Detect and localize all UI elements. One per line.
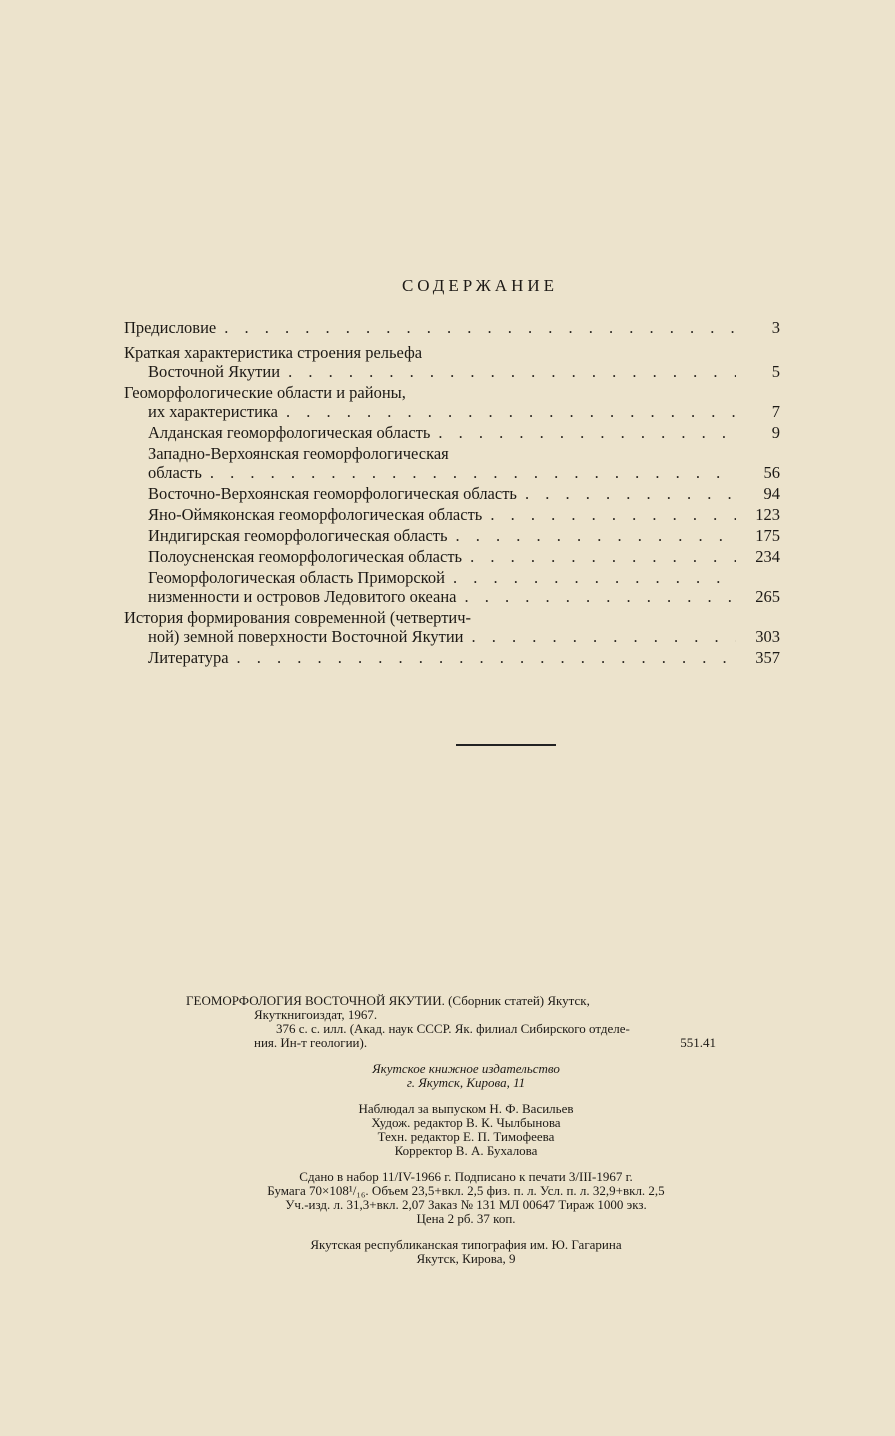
toc-page-number: 7 bbox=[771, 402, 780, 421]
toc-entry-title: Западно-Верхоянская геоморфологическая bbox=[148, 444, 449, 463]
toc-page-number: 94 bbox=[763, 484, 780, 503]
toc-page-number: 9 bbox=[771, 423, 780, 442]
toc-entry bbox=[124, 444, 780, 482]
toc-entry-title: Алданская геоморфологическая область bbox=[148, 423, 431, 442]
toc-entry-title: История формирования современной (четвертич- bbox=[124, 608, 472, 627]
toc-entry-title: Полоусненская геоморфологическая область bbox=[148, 547, 463, 566]
udc-code: 551.41 bbox=[680, 1035, 716, 1050]
toc-entry-title-cont: Восточной Якутии bbox=[148, 362, 281, 381]
toc-entry bbox=[124, 547, 780, 566]
toc-entry-title-cont: низменности и островов Ледовитого океана bbox=[148, 587, 457, 606]
toc-entry-title: Краткая характеристика строения рельефа bbox=[124, 343, 423, 362]
printing-house: Якутская республиканская типография им. Ю. Гагарина Якутск, Кирова, 9 bbox=[310, 1237, 622, 1266]
toc-entry bbox=[124, 608, 780, 646]
imprint-block bbox=[186, 994, 746, 1266]
table-of-contents bbox=[124, 318, 780, 669]
toc-page-number: 175 bbox=[755, 526, 780, 545]
toc-page-number: 123 bbox=[755, 505, 780, 524]
toc-entry-title: Восточно-Верхоянская геоморфологическая область bbox=[148, 484, 517, 503]
toc-entry-title: Геоморфологическая область Приморской bbox=[148, 568, 445, 587]
toc-entry bbox=[124, 648, 780, 667]
imprint-description-cont: ния. Ин-т геологии). 551.41 bbox=[254, 1035, 716, 1050]
toc-entry-title: Индигирская геоморфологическая область bbox=[148, 526, 448, 545]
toc-entry-title-cont: ной) земной поверхности Восточной Якутии bbox=[148, 627, 464, 646]
toc-page-number: 234 bbox=[755, 547, 780, 566]
toc-entry bbox=[124, 423, 780, 442]
imprint-description: 376 с. с. илл. (Акад. наук СССР. Як. филиал Сибирского отделе- bbox=[276, 1021, 630, 1036]
publisher-info: Якутское книжное издательство г. Якутск, Кирова, 11 bbox=[372, 1061, 560, 1090]
toc-entry-title: Геоморфологические области и районы, bbox=[124, 383, 406, 402]
toc-entry bbox=[124, 383, 780, 421]
toc-entry-title: Яно-Оймяконская геоморфологическая область bbox=[148, 505, 483, 524]
toc-entry bbox=[124, 526, 780, 545]
toc-entry bbox=[124, 318, 780, 337]
toc-entry bbox=[124, 484, 780, 503]
toc-entry-title: Предисловие bbox=[124, 318, 217, 337]
toc-entry-title: Литература bbox=[148, 648, 229, 667]
toc-entry-title-cont: их характеристика bbox=[148, 402, 279, 421]
toc-page-number: 357 bbox=[755, 648, 780, 667]
toc-entry bbox=[124, 343, 780, 381]
print-details: Сдано в набор 11/IV-1966 г. Подписано к печати 3/III-1967 г. Бумага 70×108¹/₁₆. Объем 23,5+вкл. 2,5 физ. п. л. Усл. п. л. 32,9+вкл. 2,5 Уч.-изд. л. 31,3+вкл. 2,07 Заказ № 131 МЛ 00647 Тираж 1000 экз. Цена 2 рб. 37 коп. bbox=[267, 1169, 665, 1226]
imprint-publisher-year: Якуткнигоиздат, 1967. bbox=[254, 1007, 378, 1022]
staff-credits: Наблюдал за выпуском Н. Ф. Васильев Худож. редактор В. К. Чылбынова Техн. редактор Е. П. Тимофеева Корректор В. А. Бухалова bbox=[358, 1101, 574, 1158]
toc-page-number: 5 bbox=[771, 362, 780, 381]
toc-page-number: 265 bbox=[755, 587, 780, 606]
toc-entry bbox=[124, 568, 780, 606]
toc-entry-title-cont: область bbox=[148, 463, 202, 482]
separator-rule bbox=[456, 744, 556, 746]
toc-entry bbox=[124, 505, 780, 524]
toc-page-number: 56 bbox=[763, 463, 780, 482]
imprint-title: ГЕОМОРФОЛОГИЯ ВОСТОЧНОЙ ЯКУТИИ. (Сборник статей) Якутск, bbox=[186, 993, 590, 1008]
toc-title: СОДЕРЖАНИЕ bbox=[401, 276, 559, 295]
toc-page-number: 3 bbox=[771, 318, 780, 337]
toc-page-number: 303 bbox=[755, 627, 780, 646]
